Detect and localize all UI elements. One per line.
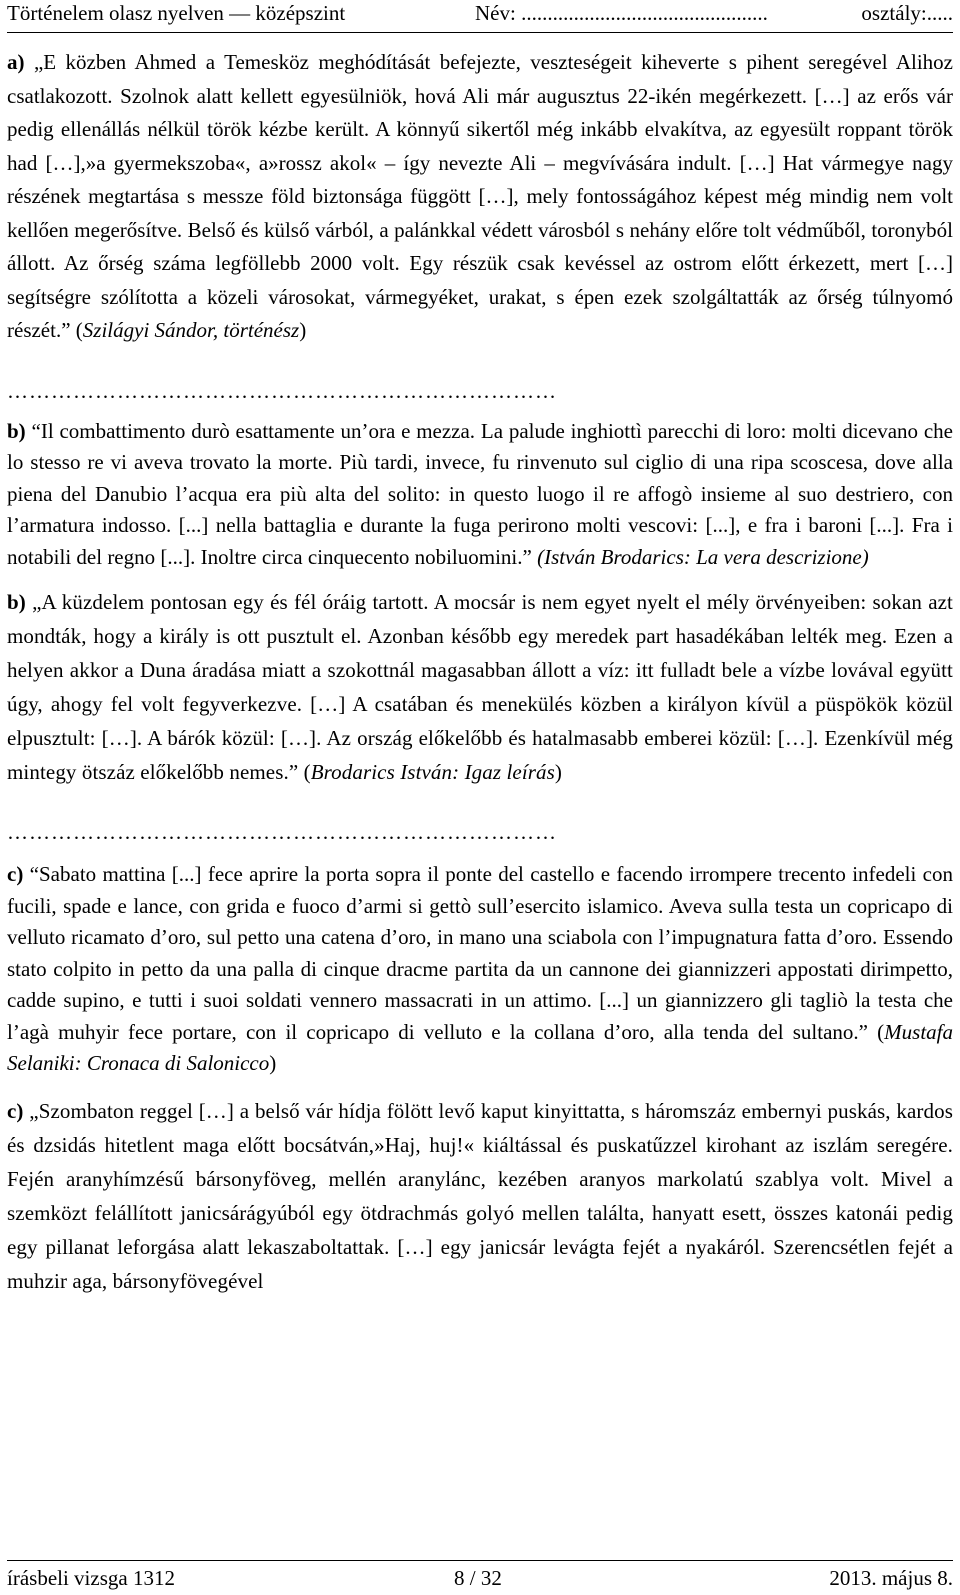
class-dots: .....	[926, 1, 953, 25]
name-label: Név:	[475, 1, 516, 25]
source-label: b)	[7, 590, 26, 614]
source-b-hungarian	[7, 585, 953, 789]
citation: (István Brodarics: La vera descrizione)	[537, 544, 869, 569]
citation-close: )	[269, 1051, 277, 1075]
exam-date: 2013. május 8.	[829, 1566, 953, 1590]
name-dots: ...............................................	[521, 1, 768, 25]
source-label: c)	[7, 862, 24, 886]
citation-close: )	[554, 760, 563, 784]
exam-title: Történelem olasz nyelven — középszint	[7, 1, 346, 25]
exam-code: írásbeli vizsga 1312	[7, 1566, 175, 1590]
source-b-italian	[7, 416, 953, 574]
source-text: „E közben Ahmed a Temesköz meghódítását befejezte, veszteségeit kiheverte s pihent seregével Alihoz csatlakozott. Szolnok alatt kellett egyesülniök, hová Ali már augusztus 22-ikén megérkezett. […] az erős vár pedig ellenállás nélkül török kézbe került. A könnyű sikertől még inkább elvakítva, az egyesült roppant török had […],»a gyermekszoba«, a»rossz akol« – így nevezte Ali – megvívására indult. […] Hat vármegye nagy részének megtartása s messze föld biztonsága függött […], mely fontosságához képest még mindig nem volt kellően megerősítve. Belső és külső várból, a palánkkal védett városból s nehány előre tolt védműből, toronyból állott. Az őrség száma legföllebb 2000 volt. Egy részük csak kevéssel az ostrom előtt érkezett, mert […] segítségre szólította a közeli városokat, vármegyéket, urakat, s épen ezek szolgáltatták az őrség túlnyomó részét.”	[7, 50, 954, 342]
source-label: a)	[7, 50, 25, 74]
source-c-italian	[7, 859, 953, 1080]
answer-line: …………………………………………………………………	[7, 820, 557, 844]
citation-close: )	[299, 318, 307, 342]
class-field	[861, 0, 953, 26]
citation-open: (	[75, 318, 83, 342]
source-text: „A küzdelem pontosan egy és fél óráig tartott. A mocsár is nem egyet nyelt el mély örvényeiben: sokan azt mondták, hogy a király is ott pusztult el. Azonban később egy meredek part hasadékában lelték meg. Ezen a helyen akkor a Duna áradása miatt a szokottnál magasabban állott a víz: itt fulladt bele a vízbe lovával együtt úgy, ahogy fel volt fegyverkezve. […] A csatában és menekülés közben a királyon kívül a püspökök közül elpusztult: […]. A bárók közül: […]. Az ország előkelőbb és hatalmasabb emberei közül: […]. Ezenkívül még mintegy ötszáz előkelőbb nemes.”	[7, 590, 953, 784]
source-text: “Sabato mattina [...] fece aprire la porta sopra il ponte del castello e facendo irrompere trecento infedeli con fucili, spade e lance, con grida e fuoco d’armi si gettò sull’esercito islamico. Aveva sulla testa un copricapo di velluto ricamato d’oro, sul petto una catena d’oro, in mano una sciabola con l’impugnatura fatta d’oro. Essendo stato colpito in petto da una palla di cinque dracme partita da un cannone dei giannizzeri appostati dirimpetto, cadde supino, e tutti i suoi soldati vennero massacrati in un attimo. [...] un giannizzero gli tagliò la testa che l’agà muhyir fece portare, con il copricapo di velluto e la collana d’oro, alla tenda del sultano.”	[7, 862, 954, 1044]
name-field	[475, 0, 768, 26]
source-text: „Szombaton reggel […] a belső vár hídja fölött levő kaput kinyittatta, s háromszáz embernyi puskás, kardos és dzsidás hitetlent maga előtt bocsátván,»Haj, huj!« kiáltással és puskatűzzel kirohant az iszlám seregére. Fején aranyhímzésű bársonyföveg, mellén aranylánc, kezében aranyos markolatú szablya volt. Mivel a szemközt felállított janicsárágyúból egy ötdrachmás golyó mellen találta, hanyatt esett, összes katonái pedig egy pillanat leforgása alatt lekaszaboltattak. […] egy janicsár levágta fejét a nyakáról. Szerencsétlen fejét a muhzir aga, bársonyfövegével	[7, 1098, 954, 1293]
answer-line: …………………………………………………………………	[7, 378, 557, 403]
page-header	[7, 0, 953, 33]
citation: Szilágyi Sándor, történész	[82, 318, 300, 342]
sources-content	[7, 46, 953, 1298]
source-text: “Il combattimento durò esattamente un’ora e mezza. La palude inghiottì parecchi di loro: molti dicevano che lo stesso re vi aveva trovato la morte. Più tardi, invece, fu rinvenuto sul ciglio di una ripa scoscesa, dove alla piena del Danubio l’acqua era più alta del solito: in questo luogo il re affogò insieme al suo destriero, con l’armatura indosso. [...] nella battaglia e durante la fuga perirono molti vescovi: [...], e fra i baroni [...]. Fra i notabili del regno [...]. Inoltre circa cinquecento nobiluomini.”	[7, 418, 954, 569]
page-number: 8 / 32	[454, 1566, 502, 1590]
source-a-hungarian	[7, 46, 953, 348]
source-label: b)	[7, 418, 26, 443]
citation: Brodarics István: Igaz leírás	[310, 760, 555, 784]
source-label: c)	[7, 1098, 24, 1123]
class-label: osztály:	[861, 1, 927, 25]
citation-open: (	[877, 1019, 885, 1044]
citation-open: (	[303, 760, 311, 784]
source-c-hungarian	[7, 1094, 953, 1298]
citation: Mustafa Selaniki: Cronaca di Salonicco	[7, 1019, 953, 1075]
page-footer	[7, 1560, 953, 1593]
